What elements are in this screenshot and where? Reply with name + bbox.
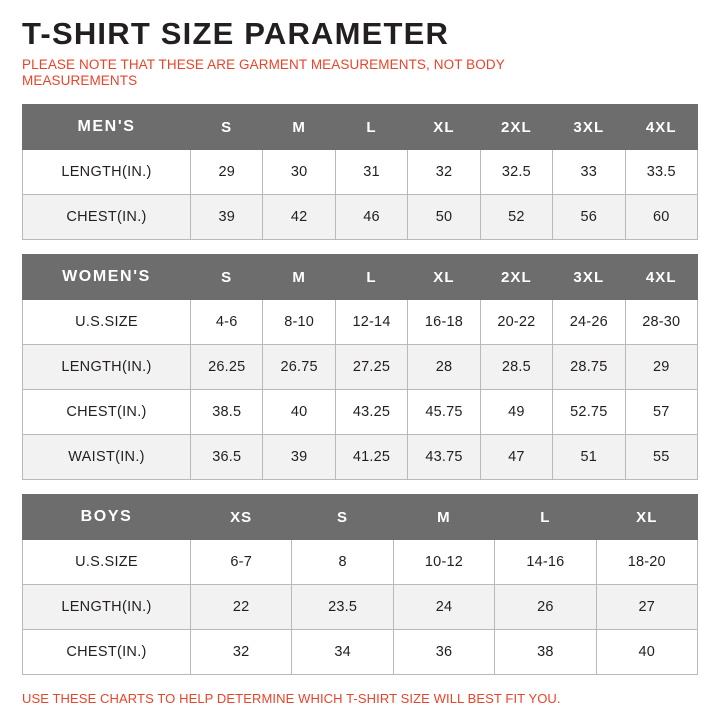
table-cell: 20-22 <box>480 300 552 345</box>
table-cell: 24-26 <box>553 300 625 345</box>
table-cell: 52 <box>480 195 552 240</box>
table-cell: 38.5 <box>191 390 263 435</box>
row-label: CHEST(IN.) <box>23 630 191 675</box>
table-cell: 24 <box>393 585 494 630</box>
table-header-cell: MEN'S <box>23 105 191 150</box>
table-cell: 33 <box>553 150 625 195</box>
table-row <box>23 300 698 345</box>
table-cell: 12-14 <box>335 300 407 345</box>
table-cell: 36.5 <box>191 435 263 480</box>
table-header-cell: L <box>335 255 407 300</box>
table-cell: 49 <box>480 390 552 435</box>
table-cell: 23.5 <box>292 585 393 630</box>
row-label: CHEST(IN.) <box>23 390 191 435</box>
table-header-cell: XL <box>596 495 697 540</box>
table-cell: 60 <box>625 195 697 240</box>
table-cell: 46 <box>335 195 407 240</box>
row-label: LENGTH(IN.) <box>23 585 191 630</box>
table-header-cell: XL <box>408 255 480 300</box>
table-cell: 45.75 <box>408 390 480 435</box>
table-cell: 43.25 <box>335 390 407 435</box>
page-title: T-SHIRT SIZE PARAMETER <box>22 16 450 51</box>
table-cell: 32.5 <box>480 150 552 195</box>
table-cell: 47 <box>480 435 552 480</box>
table-header-cell: M <box>263 105 335 150</box>
table-cell: 32 <box>408 150 480 195</box>
table-row <box>23 150 698 195</box>
table-cell: 28-30 <box>625 300 697 345</box>
table-header-cell: 3XL <box>553 255 625 300</box>
table-cell: 51 <box>553 435 625 480</box>
table-header-cell: S <box>191 255 263 300</box>
table-header-cell: M <box>263 255 335 300</box>
table-cell: 38 <box>495 630 596 675</box>
table-cell: 57 <box>625 390 697 435</box>
table-header-cell: 4XL <box>625 255 697 300</box>
table-row <box>23 390 698 435</box>
table-cell: 27 <box>596 585 697 630</box>
table-cell: 31 <box>335 150 407 195</box>
table-header-row <box>23 255 698 300</box>
table-cell: 33.5 <box>625 150 697 195</box>
table-cell: 14-16 <box>495 540 596 585</box>
table-cell: 32 <box>191 630 292 675</box>
table-cell: 56 <box>553 195 625 240</box>
table-cell: 40 <box>263 390 335 435</box>
table-cell: 42 <box>263 195 335 240</box>
table-header-cell: WOMEN'S <box>23 255 191 300</box>
table-row <box>23 630 698 675</box>
table-header-cell: 3XL <box>553 105 625 150</box>
table-header-cell: M <box>393 495 494 540</box>
table-row <box>23 345 698 390</box>
table-cell: 26 <box>495 585 596 630</box>
table-cell: 43.75 <box>408 435 480 480</box>
table-cell: 18-20 <box>596 540 697 585</box>
table-cell: 30 <box>263 150 335 195</box>
table-cell: 39 <box>191 195 263 240</box>
table-header-cell: XL <box>408 105 480 150</box>
table-header-cell: XS <box>191 495 292 540</box>
table-cell: 40 <box>596 630 697 675</box>
row-label: LENGTH(IN.) <box>23 150 191 195</box>
table-header-cell: 4XL <box>625 105 697 150</box>
table-cell: 27.25 <box>335 345 407 390</box>
table-cell: 29 <box>625 345 697 390</box>
womens-size-table <box>22 254 698 480</box>
row-label: U.S.SIZE <box>23 300 191 345</box>
table-header-cell: 2XL <box>480 255 552 300</box>
table-cell: 6-7 <box>191 540 292 585</box>
table-cell: 8-10 <box>263 300 335 345</box>
table-cell: 28.5 <box>480 345 552 390</box>
table-header-cell: S <box>292 495 393 540</box>
table-cell: 10-12 <box>393 540 494 585</box>
table-cell: 50 <box>408 195 480 240</box>
row-label: WAIST(IN.) <box>23 435 191 480</box>
table-cell: 36 <box>393 630 494 675</box>
table-header-cell: L <box>335 105 407 150</box>
table-header-cell: L <box>495 495 596 540</box>
table-header-cell: S <box>191 105 263 150</box>
table-cell: 26.75 <box>263 345 335 390</box>
table-header-cell: 2XL <box>480 105 552 150</box>
table-cell: 39 <box>263 435 335 480</box>
table-cell: 34 <box>292 630 393 675</box>
mens-size-table <box>22 104 698 240</box>
table-cell: 28 <box>408 345 480 390</box>
table-header-row <box>23 495 698 540</box>
measurement-note: PLEASE NOTE THAT THESE ARE GARMENT MEASUREMENTS, NOT BODY MEASUREMENTS <box>22 56 505 89</box>
table-cell: 55 <box>625 435 697 480</box>
row-label: CHEST(IN.) <box>23 195 191 240</box>
boys-size-table <box>22 494 698 675</box>
table-header-row <box>23 105 698 150</box>
table-cell: 4-6 <box>191 300 263 345</box>
table-header-cell: BOYS <box>23 495 191 540</box>
footer-note: USE THESE CHARTS TO HELP DETERMINE WHICH T-SHIRT SIZE WILL BEST FIT YOU. <box>22 691 561 706</box>
table-cell: 26.25 <box>191 345 263 390</box>
table-cell: 16-18 <box>408 300 480 345</box>
table-cell: 41.25 <box>335 435 407 480</box>
table-row <box>23 585 698 630</box>
table-cell: 52.75 <box>553 390 625 435</box>
table-cell: 8 <box>292 540 393 585</box>
table-row <box>23 435 698 480</box>
row-label: LENGTH(IN.) <box>23 345 191 390</box>
table-row <box>23 540 698 585</box>
table-cell: 29 <box>191 150 263 195</box>
table-row <box>23 195 698 240</box>
table-cell: 22 <box>191 585 292 630</box>
row-label: U.S.SIZE <box>23 540 191 585</box>
table-cell: 28.75 <box>553 345 625 390</box>
